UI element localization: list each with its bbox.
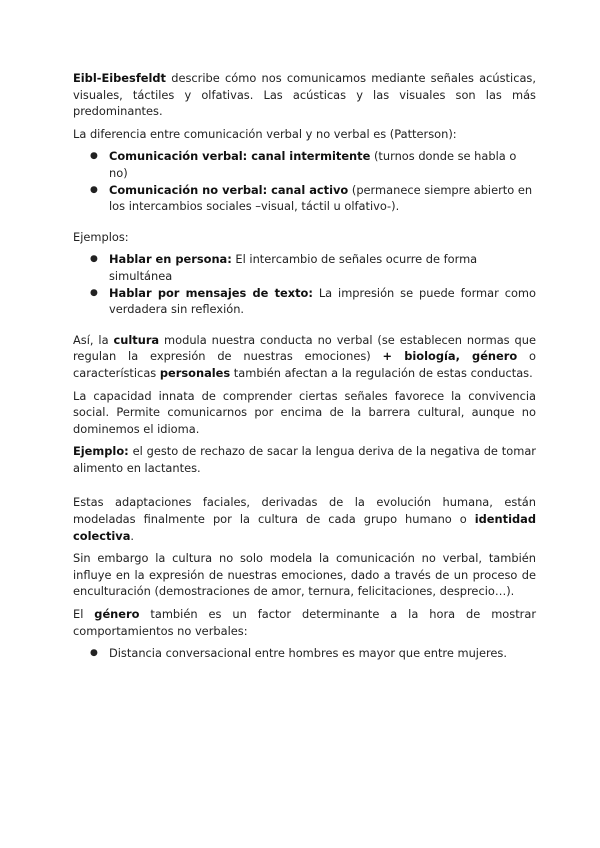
list-item-term: Hablar en persona:: [109, 252, 232, 267]
list-item: [73, 285, 536, 318]
culture-text: o características: [73, 349, 536, 380]
example-text: el gesto de rechazo de sacar la lengua deriva de la negativa de tomar alimento en lactantes.: [73, 444, 536, 475]
culture-text: también afectan a la regulación de estas conductas.: [230, 365, 533, 380]
list-item: [73, 251, 536, 284]
personal-term: personales: [159, 365, 231, 380]
biology-gender-term: + biología, género: [382, 349, 518, 364]
bullet-icon: ●: [90, 648, 98, 659]
example-paragraph: [73, 443, 536, 476]
examples-list: [73, 251, 536, 317]
list-item-term: Comunicación no verbal: canal activo: [109, 182, 349, 197]
list-item-text: El intercambio de señales ocurre de forma simultánea: [109, 252, 478, 283]
gender-text: El: [73, 607, 95, 622]
examples-label: Ejemplos:: [73, 229, 129, 244]
list-item-text: Distancia conversacional entre hombres es mayor que entre mujeres.: [109, 646, 507, 661]
author-name: Eibl-Eibesfeldt: [73, 71, 166, 85]
intro-text: describe cómo nos comunicamos mediante señales acústicas, visuales, táctiles y olfativas. Las acústicas y las visuales son las más predominantes.: [73, 71, 536, 119]
spacer: [73, 221, 536, 229]
list-item: [73, 645, 536, 662]
list-item-text: (permanece siempre abierto en los intercambios sociales –visual, táctil u olfativo-).: [109, 182, 533, 214]
difference-intro: La diferencia entre comunicación verbal y no verbal es (Patterson):: [73, 126, 457, 141]
culture-text: modula nuestra conducta no verbal (se establecen normas que regulan la expresión de nuestras emociones): [73, 332, 536, 364]
spacer: [73, 482, 536, 494]
bullet-icon: ●: [90, 184, 98, 195]
bullet-icon: ●: [90, 254, 98, 265]
bullet-icon: ●: [90, 287, 98, 298]
list-item: [73, 182, 536, 215]
culture-term: cultura: [113, 332, 160, 347]
list-item-term: Hablar por mensajes de texto:: [109, 285, 313, 300]
bullet-icon: ●: [90, 151, 98, 162]
gender-paragraph: [73, 606, 536, 639]
example-label: Ejemplo:: [73, 444, 129, 459]
intro-paragraph: [73, 70, 536, 120]
difference-list: [73, 148, 536, 214]
spacer: [73, 324, 536, 332]
enculturation-paragraph: Sin embargo la cultura no solo modela la comunicación no verbal, también influye en la expresión de nuestras emociones, dado a través de un proceso de enculturación (demostraciones de amor, ternura, felicitaciones, desprecio…).: [73, 551, 536, 599]
list-item-text: (turnos donde se habla o no): [109, 149, 517, 180]
list-item: [73, 148, 536, 181]
collective-identity-term: identidad colectiva: [73, 512, 536, 543]
gender-text: también es un factor determinante a la hora de mostrar comportamientos no verbales:: [73, 607, 537, 638]
adaptations-text: Estas adaptaciones faciales, derivadas de la evolución humana, están modeladas finalmente por la cultura de cada grupo humano o: [73, 495, 536, 527]
adaptations-end: .: [130, 528, 135, 543]
gender-list: [73, 645, 536, 662]
culture-text: Así, la: [73, 332, 114, 347]
innate-paragraph: La capacidad innata de comprender ciertas señales favorece la convivencia social. Permite comunicarnos por encima de la barrera cultural, aunque no dominemos el idioma.: [73, 388, 536, 436]
list-item-text: La impresión se puede formar como verdadera sin reflexión.: [109, 285, 536, 317]
list-item-term: Comunicación verbal: canal intermitente: [109, 149, 371, 164]
gender-term: género: [94, 607, 140, 622]
culture-paragraph: [73, 332, 536, 382]
adaptations-paragraph: [73, 494, 536, 544]
